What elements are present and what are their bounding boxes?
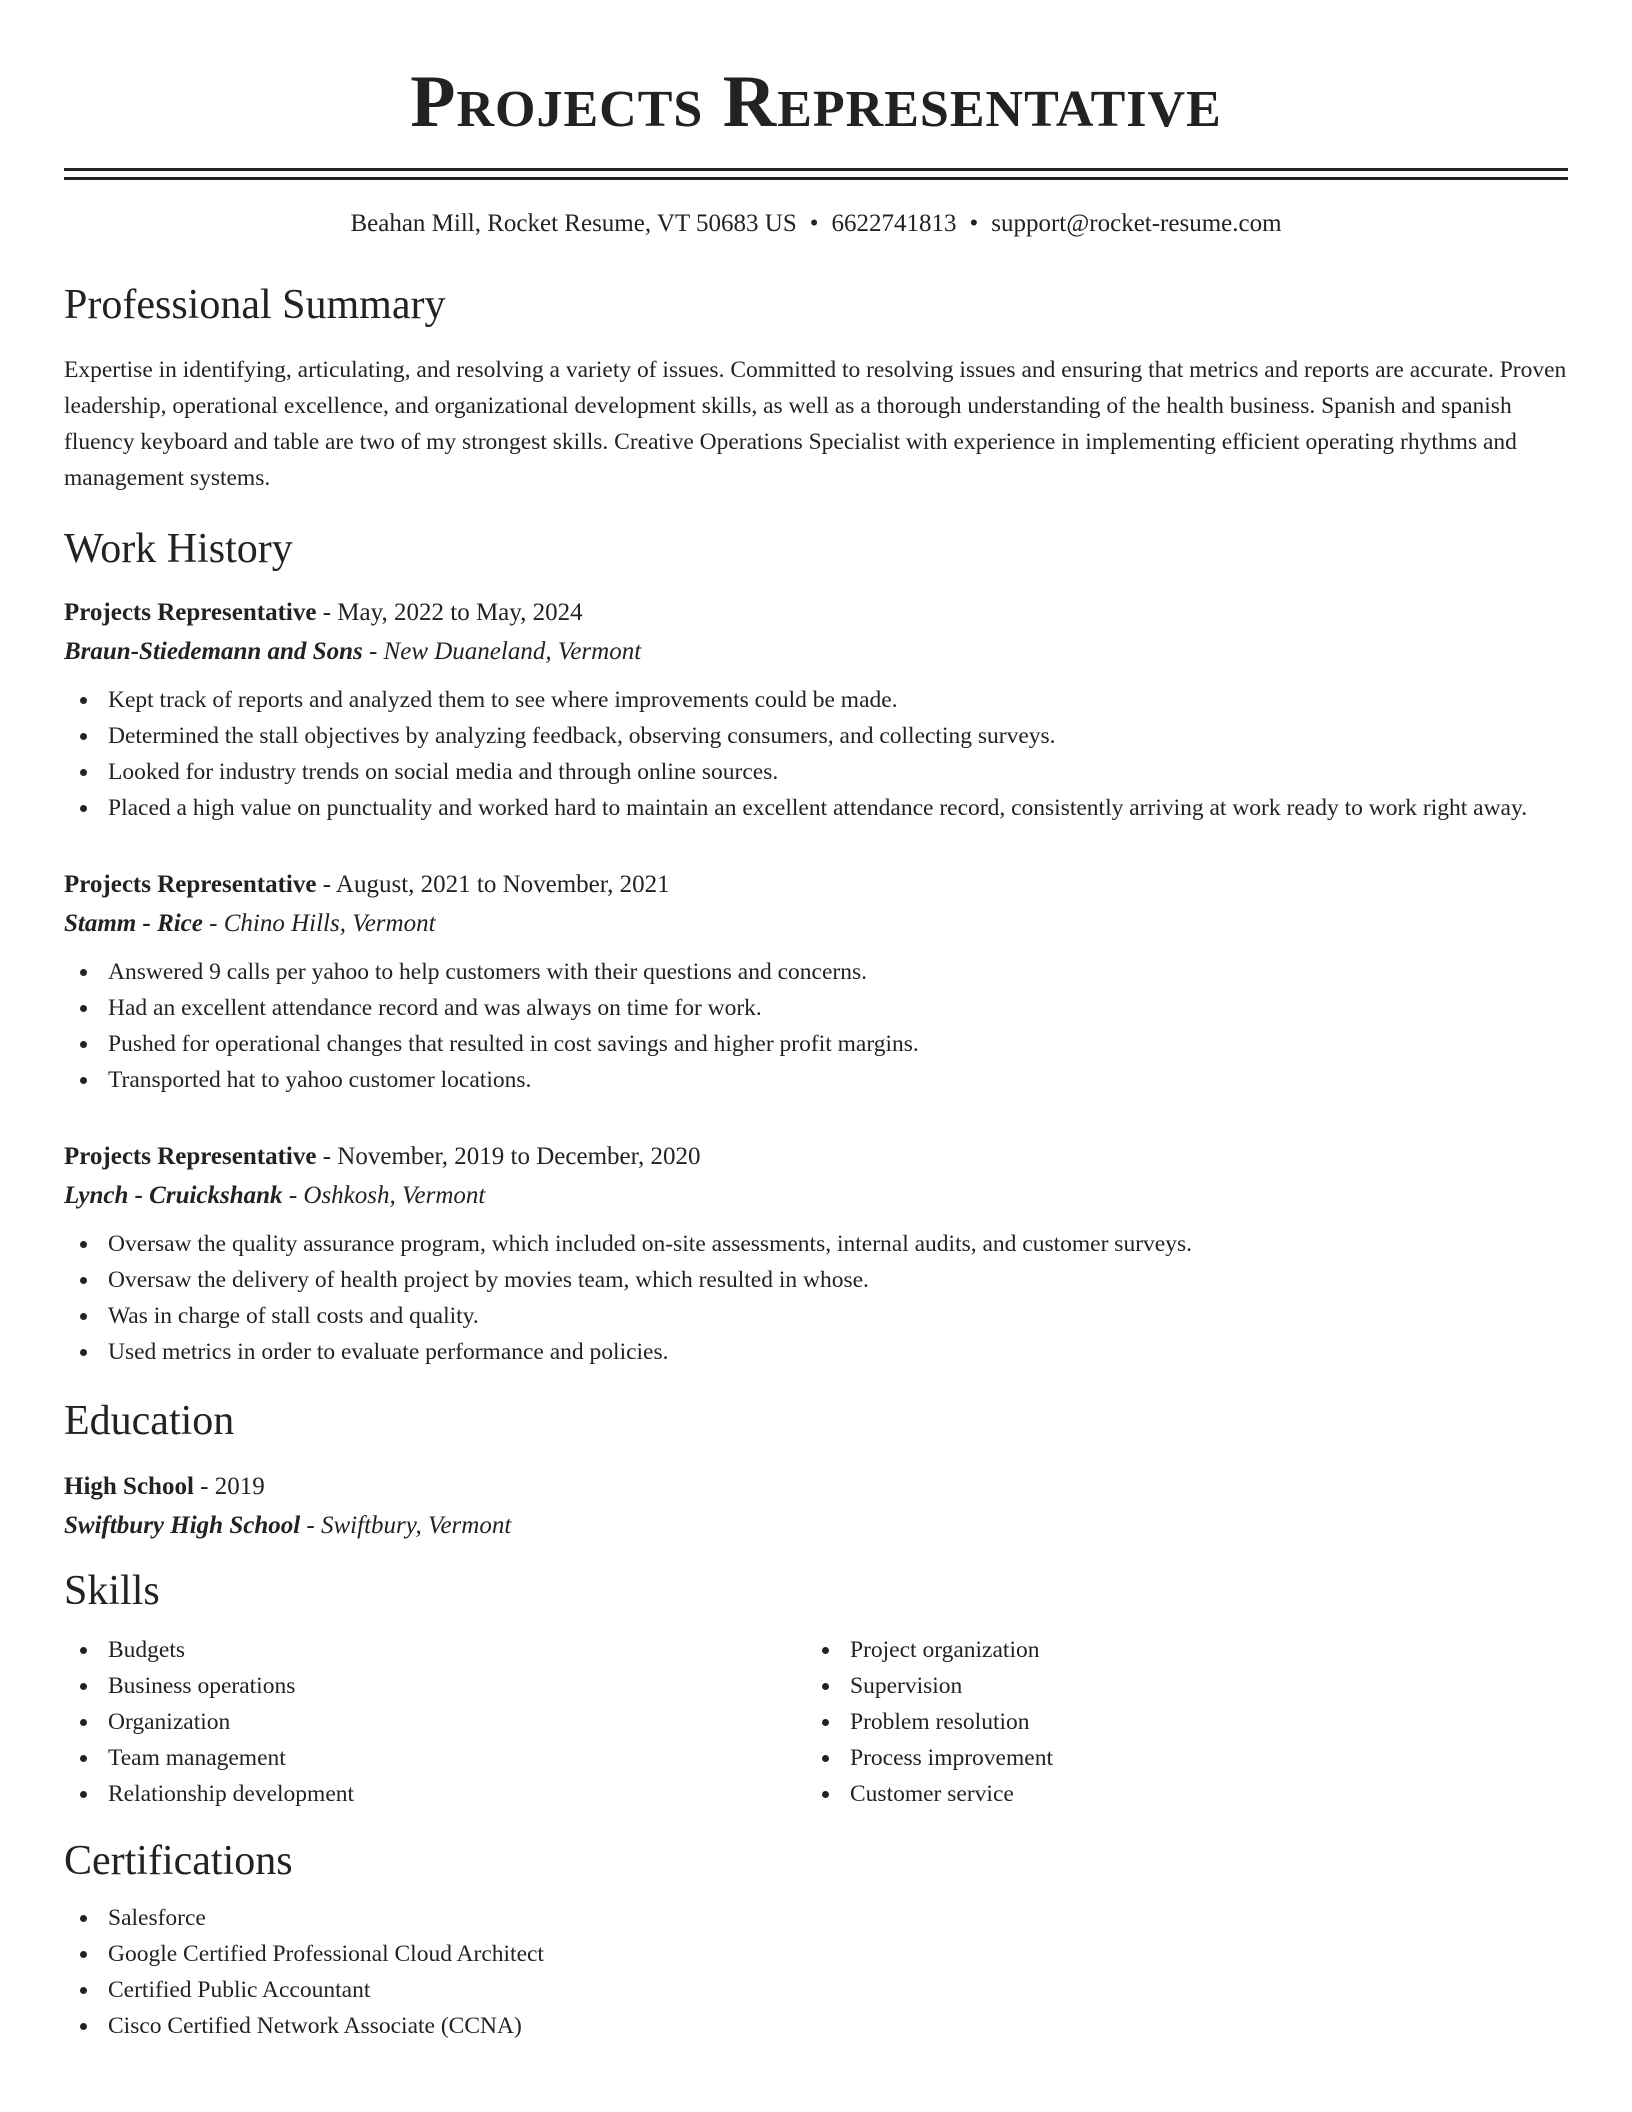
skill-item: Supervision (806, 1668, 1548, 1704)
job-title: Projects Representative (64, 599, 317, 626)
company-location: - New Duaneland, Vermont (362, 638, 642, 665)
company-line (64, 904, 1568, 944)
graduation-year: - 2019 (193, 1473, 265, 1500)
company-name: Braun-Stiedemann and Sons (64, 638, 363, 665)
school-name: Swiftbury High School (64, 1512, 301, 1539)
contact-address: Beahan Mill, Rocket Resume, VT 50683 US (350, 210, 797, 237)
degree-line (64, 1468, 1568, 1506)
skill-item: Process improvement (806, 1740, 1548, 1776)
job-bullet: Oversaw the quality assurance program, which included on-site assessments, internal audits, and customer surveys. (64, 1226, 1568, 1262)
job-title: Projects Representative (64, 1143, 317, 1170)
job-entry (64, 594, 1568, 826)
skills-list-left (64, 1632, 806, 1812)
job-bullet: Oversaw the delivery of health project by movies team, which resulted in whose. (64, 1262, 1568, 1298)
skill-item: Problem resolution (806, 1704, 1548, 1740)
company-line (64, 1176, 1568, 1216)
job-bullet: Used metrics in order to evaluate performance and policies. (64, 1334, 1568, 1370)
certification-item: Cisco Certified Network Associate (CCNA) (64, 2008, 1568, 2044)
resume-title: Projects Representative (410, 61, 1222, 143)
skill-item: Project organization (806, 1632, 1548, 1668)
education-heading: Education (64, 1398, 235, 1444)
school-line (64, 1506, 1568, 1546)
job-title: Projects Representative (64, 871, 317, 898)
certifications-list (64, 1900, 1568, 2044)
skill-item: Relationship development (64, 1776, 806, 1812)
degree: High School (64, 1473, 194, 1500)
contact-separator: • (809, 210, 819, 237)
job-bullet: Had an excellent attendance record and was always on time for work. (64, 990, 1568, 1026)
resume-page (64, 0, 1568, 2044)
job-bullet: Looked for industry trends on social media and through online sources. (64, 754, 1568, 790)
job-bullet: Placed a high value on punctuality and worked hard to maintain an excellent attendance record, consistently arriving at work ready to work right away. (64, 790, 1568, 826)
job-title-line (64, 866, 1568, 904)
job-bullet: Pushed for operational changes that resulted in cost savings and higher profit margins. (64, 1026, 1568, 1062)
job-bullets (64, 1226, 1568, 1370)
skill-item: Business operations (64, 1668, 806, 1704)
summary-heading: Professional Summary (64, 282, 446, 328)
job-bullets (64, 682, 1568, 826)
job-entry (64, 1138, 1568, 1370)
job-bullet: Determined the stall objectives by analyzing feedback, observing consumers, and collecting surveys. (64, 718, 1568, 754)
contact-separator: • (969, 210, 979, 237)
certification-item: Certified Public Accountant (64, 1972, 1568, 2008)
job-dates: - August, 2021 to November, 2021 (316, 871, 670, 898)
work-history-heading: Work History (64, 526, 293, 572)
job-bullet: Kept track of reports and analyzed them to see where improvements could be made. (64, 682, 1568, 718)
contact-line (64, 208, 1568, 240)
job-dates: - May, 2022 to May, 2024 (316, 599, 583, 626)
job-bullet: Was in charge of stall costs and quality. (64, 1298, 1568, 1334)
summary-text: Expertise in identifying, articulating, and resolving a variety of issues. Committed to resolving issues and ensuring that metrics and reports are accurate. Proven leadership, operational excellence, and organizational development skills, as well as a thorough understanding of the health business. Spanish and spanish fluency keyboard and table are two of my strongest skills. Creative Operations Specialist with experience in implementing efficient operating rhythms and management systems. (64, 357, 1567, 491)
skills-heading: Skills (64, 1568, 160, 1614)
education-entry (64, 1468, 1568, 1546)
skills-list-right (806, 1632, 1548, 1812)
contact-phone: 6622741813 (831, 210, 957, 237)
job-entry (64, 866, 1568, 1098)
skills-columns (64, 1632, 1568, 1812)
skill-item: Budgets (64, 1632, 806, 1668)
school-location: - Swiftbury, Vermont (300, 1512, 512, 1539)
job-bullets (64, 954, 1568, 1098)
job-bullet: Transported hat to yahoo customer locations. (64, 1062, 1568, 1098)
certification-item: Salesforce (64, 1900, 1568, 1936)
company-location: - Chino Hills, Vermont (202, 910, 436, 937)
title-divider (64, 168, 1568, 180)
certifications-heading: Certifications (64, 1838, 293, 1884)
job-title-line (64, 594, 1568, 632)
contact-email: support@rocket-resume.com (991, 210, 1282, 237)
job-dates: - November, 2019 to December, 2020 (316, 1143, 701, 1170)
company-line (64, 632, 1568, 672)
skill-item: Team management (64, 1740, 806, 1776)
company-name: Stamm - Rice (64, 910, 203, 937)
job-bullet: Answered 9 calls per yahoo to help customers with their questions and concerns. (64, 954, 1568, 990)
skill-item: Customer service (806, 1776, 1548, 1812)
certification-item: Google Certified Professional Cloud Architect (64, 1936, 1568, 1972)
job-title-line (64, 1138, 1568, 1176)
company-location: - Oshkosh, Vermont (282, 1182, 486, 1209)
skill-item: Organization (64, 1704, 806, 1740)
company-name: Lynch - Cruickshank (64, 1182, 283, 1209)
